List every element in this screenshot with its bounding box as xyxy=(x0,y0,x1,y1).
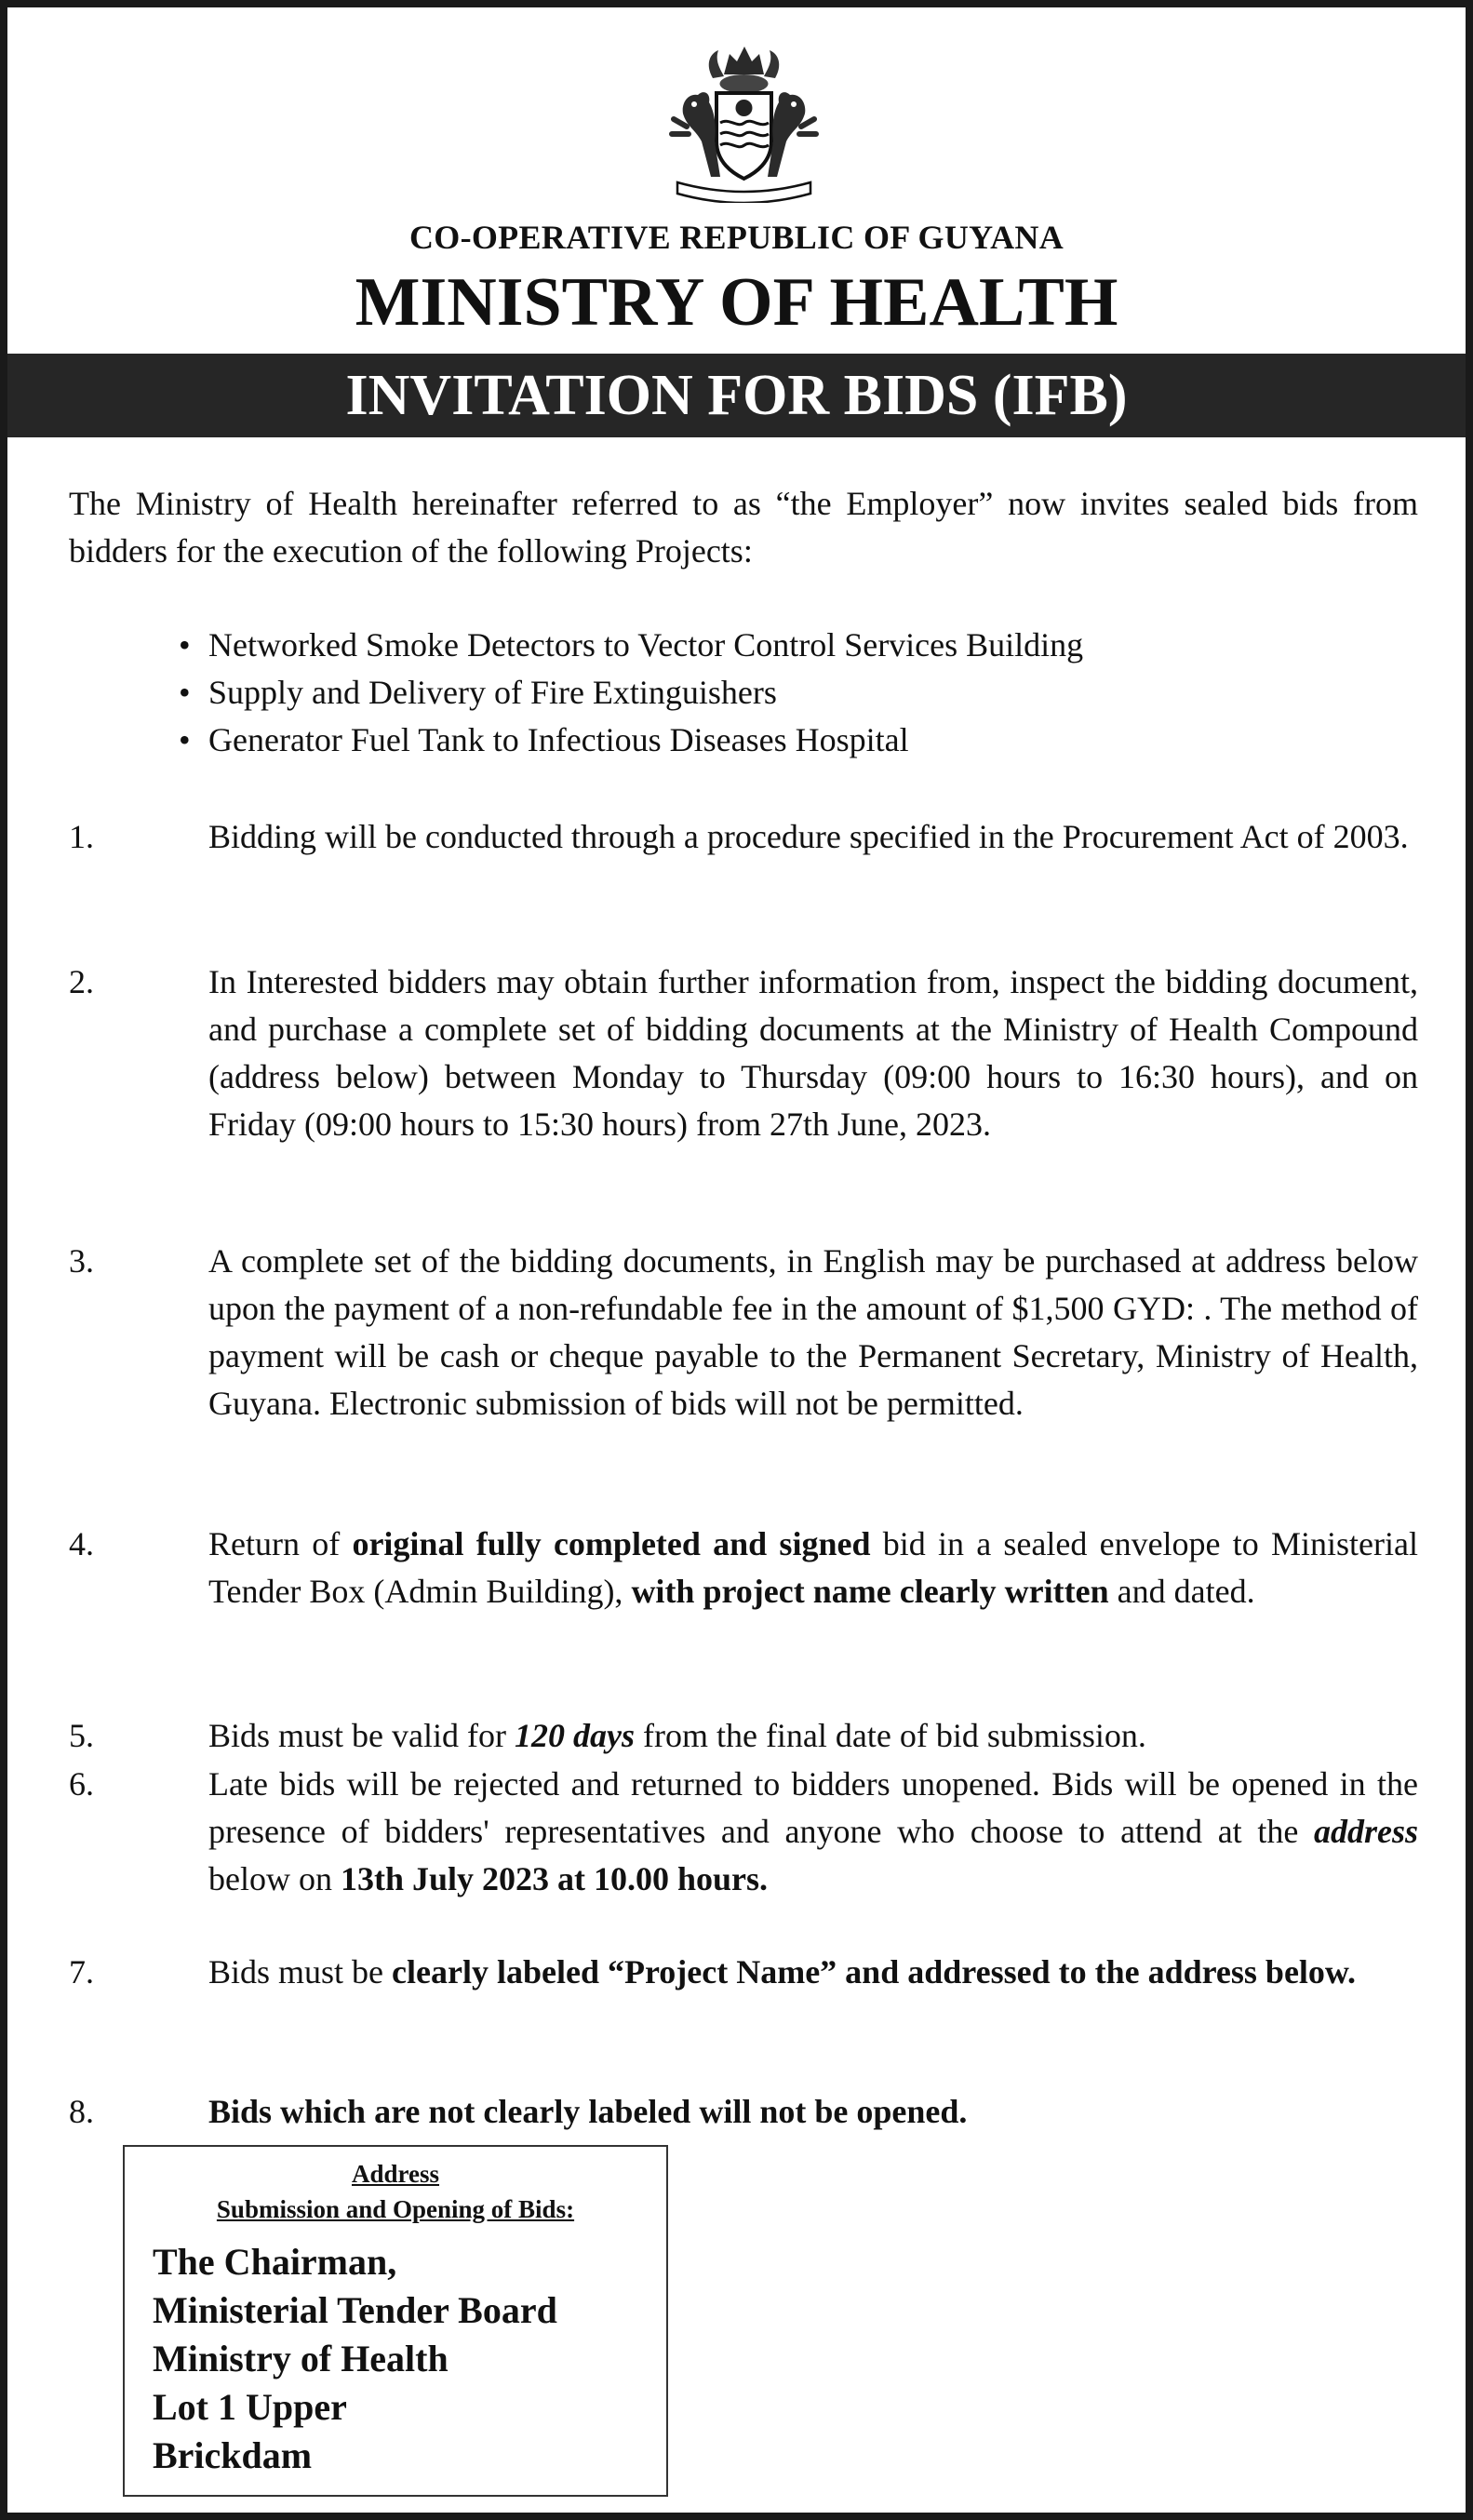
clause-number: 8. xyxy=(69,2093,94,2130)
bullet-icon: • xyxy=(179,721,191,758)
address-line: Ministerial Tender Board xyxy=(153,2289,557,2331)
clause-text xyxy=(208,958,1418,1148)
project-name: Generator Fuel Tank to Infectious Diseases Hospital xyxy=(208,721,909,758)
clause-text-run: 13th July 2023 at 10.00 hours. xyxy=(340,1860,769,1897)
clause-text-run: 120 days xyxy=(514,1717,635,1754)
clause-text xyxy=(208,813,1418,861)
clause-8 xyxy=(69,2088,1418,2136)
address-subheading: Submission and Opening of Bids: xyxy=(216,2195,575,2223)
clause-text xyxy=(208,1949,1418,1996)
project-name: Supply and Delivery of Fire Extinguishers xyxy=(208,674,777,711)
clause-7 xyxy=(69,1949,1418,1996)
clause-1 xyxy=(69,813,1418,861)
clause-text xyxy=(208,1761,1418,1903)
bullet-icon: • xyxy=(179,626,191,664)
clause-text-run: address xyxy=(1313,1813,1418,1850)
clause-text xyxy=(208,1712,1418,1760)
ministry-name: MINISTRY OF HEALTH xyxy=(355,264,1118,341)
address-line: Brickdam xyxy=(153,2434,313,2476)
clause-text-run: A complete set of the bidding documents, in English may be purchased at address below upon the payment of a non-refundable fee in the amount of $1,500 GYD: . The method of payment will be cash or cheque payable to the Permanent Secretary, Ministry of Health, Guyana. Electronic submission of bids will not be permitted. xyxy=(208,1242,1418,1422)
clause-text-run: Bidding will be conducted through a procedure specified in the Procurement Act of 2003. xyxy=(208,818,1409,855)
clause-text-run: below on xyxy=(208,1860,341,1897)
clause-number: 2. xyxy=(69,963,94,1000)
ifb-banner: INVITATION FOR BIDS (IFB) xyxy=(7,354,1466,437)
clause-6 xyxy=(69,1761,1418,1903)
country-name: CO-OPERATIVE REPUBLIC OF GUYANA xyxy=(408,219,1065,256)
project-item xyxy=(175,669,1385,717)
clause-text-run: and dated. xyxy=(1108,1573,1255,1610)
bullet-icon: • xyxy=(179,674,191,711)
clause-number: 3. xyxy=(69,1242,94,1280)
project-list xyxy=(175,622,1385,764)
address-line: Ministry of Health xyxy=(153,2338,449,2379)
clause-text-run: Return of xyxy=(208,1525,353,1562)
project-item xyxy=(175,717,1385,764)
address-heading: Address xyxy=(351,2160,440,2188)
clause-number: 1. xyxy=(69,818,94,855)
clause-2 xyxy=(69,958,1418,1148)
clause-text-run: bid in a sealed envelope to Ministerial Tender Box (Admin Building), xyxy=(208,1525,1418,1610)
project-item xyxy=(175,622,1385,669)
clause-text-run: from the final date of bid submission. xyxy=(634,1717,1146,1754)
coat-of-arms-icon xyxy=(659,37,829,203)
clause-text xyxy=(208,1238,1418,1428)
clause-text-run: In Interested bidders may obtain further information from, inspect the bidding document, and purchase a complete set of bidding documents at the Ministry of Health Compound (address below) between Monday to Thursday (09:00 hours to 16:30 hours), and on Friday (09:00 hours to 15:30 hours) from 27th June, 2023. xyxy=(208,963,1418,1143)
clause-text-run: Late bids will be rejected and returned to bidders unopened. Bids will be opened in the presence of bidders' representatives and anyone who choose to attend at the xyxy=(208,1765,1418,1850)
address-line: Lot 1 Upper xyxy=(153,2386,347,2428)
address-lines xyxy=(153,2238,666,2480)
clause-text-run: Bids which are not clearly labeled will not be opened. xyxy=(208,2093,968,2130)
clause-number: 6. xyxy=(69,1765,94,1803)
address-box xyxy=(123,2145,668,2497)
address-line: The Chairman, xyxy=(153,2241,397,2283)
project-name: Networked Smoke Detectors to Vector Control Services Building xyxy=(208,626,1084,664)
clause-number: 5. xyxy=(69,1717,94,1754)
clause-4 xyxy=(69,1521,1418,1615)
clause-text-run: Bids must be xyxy=(208,1953,393,1991)
clause-number: 7. xyxy=(69,1953,94,1991)
clause-number: 4. xyxy=(69,1525,94,1562)
clause-text-run: Bids must be valid for xyxy=(208,1717,515,1754)
clause-3 xyxy=(69,1238,1418,1428)
clause-5 xyxy=(69,1712,1418,1760)
clause-text xyxy=(208,1521,1418,1615)
clause-text-run: clearly labeled “Project Name” and addressed to the address below. xyxy=(392,1953,1356,1991)
clause-text xyxy=(208,2088,1418,2136)
intro-paragraph: The Ministry of Health hereinafter referred to as “the Employer” now invites sealed bids from bidders for the execution of the following Projects: xyxy=(69,485,1418,570)
clause-text-run: with project name clearly written xyxy=(631,1573,1109,1610)
clause-text-run: original fully completed and signed xyxy=(352,1525,871,1562)
